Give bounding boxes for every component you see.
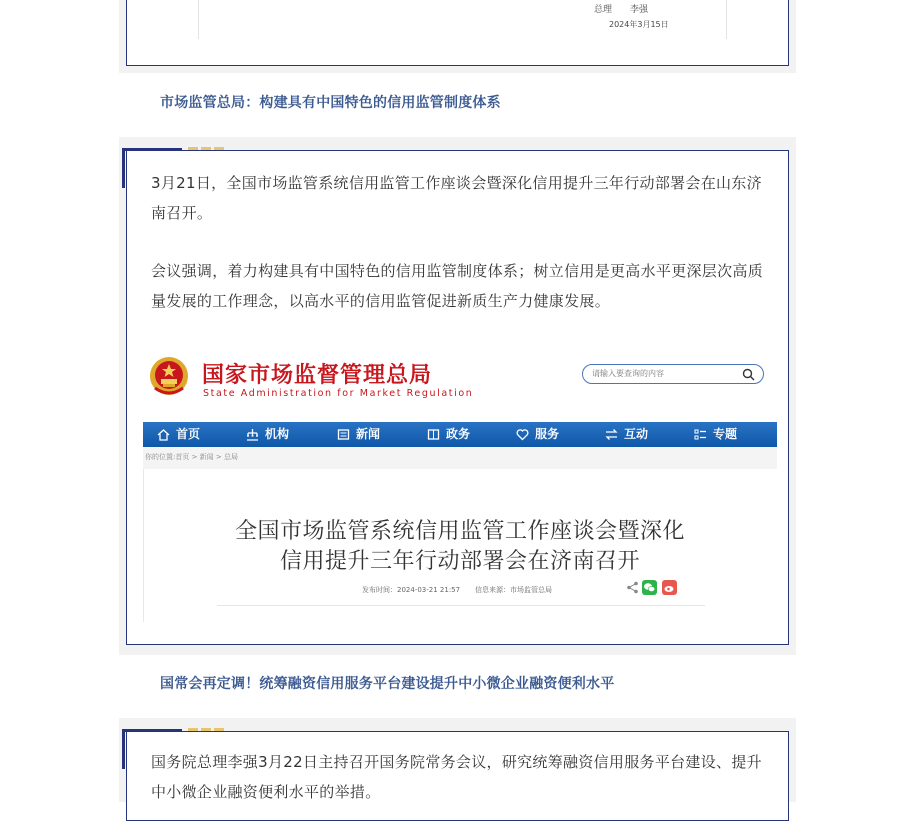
nav-item-topic[interactable]	[694, 422, 737, 447]
section-title-market-regulation[interactable]: 市场监管总局：构建具有中国特色的信用监管制度体系	[160, 95, 501, 111]
article-panel-market-regulation	[119, 137, 796, 655]
site-search-box[interactable]	[582, 364, 764, 384]
samr-website-screenshot	[143, 352, 777, 622]
article-paragraph: 会议强调，着力构建具有中国特色的信用监管制度体系；树立信用是更高水平更深层次高质量发展的工作理念，以高水平的信用监管促进新质生产力健康发展。	[151, 262, 764, 310]
card-corner-accent	[122, 148, 125, 188]
article-card	[126, 731, 789, 821]
organization-icon	[246, 428, 259, 441]
nav-item-service[interactable]	[516, 422, 559, 447]
meta-divider	[217, 605, 705, 606]
letter-signature: 总理 李强	[594, 5, 649, 15]
weibo-icon[interactable]	[662, 580, 677, 595]
nav-item-news[interactable]	[337, 422, 380, 447]
nav-item-label: 机构	[265, 427, 290, 441]
site-search-placeholder: 请输入要查询的内容	[592, 369, 664, 378]
wechat-icon[interactable]	[642, 580, 657, 595]
breadcrumb-bar	[143, 447, 777, 469]
share-icon[interactable]	[625, 580, 640, 595]
section-title-state-council[interactable]: 国常会再定调！统筹融资信用服务平台建设提升中小微企业融资便利水平	[160, 676, 615, 692]
nav-item-label: 政务	[446, 427, 471, 441]
news-icon	[337, 428, 350, 441]
article-paragraph: 国务院总理李强3月22日主持召开国务院常务会议，研究统筹融资信用服务平台建设、提升中小微企业融资便利水平的举措。	[151, 753, 762, 801]
publish-time: 发布时间：2024-03-21 21:57	[362, 586, 461, 594]
site-nav-bar	[143, 422, 777, 447]
nav-item-government[interactable]	[427, 422, 470, 447]
nav-item-label: 专题	[713, 427, 738, 441]
nav-item-label: 互动	[624, 427, 649, 441]
info-source: 信息来源：市场监管总局	[475, 586, 552, 594]
previous-article-card	[126, 0, 789, 66]
previous-article-panel	[119, 0, 796, 73]
interaction-icon	[605, 428, 618, 441]
breadcrumb[interactable]: 你的位置:首页 > 新闻 > 总局	[145, 453, 238, 461]
national-emblem-icon	[149, 354, 189, 398]
search-icon[interactable]	[742, 368, 755, 381]
article-panel-state-council	[119, 718, 796, 802]
article-paragraph: 3月21日，全国市场监管系统信用监管工作座谈会暨深化信用提升三年行动部署会在山东济南召开。	[151, 174, 762, 222]
nav-item-home[interactable]	[157, 422, 200, 447]
letter-date: 2024年3月15日	[609, 20, 669, 29]
article-title-line2: 信用提升三年行动部署会在济南召开	[279, 549, 640, 574]
topic-icon	[694, 428, 707, 441]
nav-item-label: 新闻	[356, 427, 381, 441]
site-name-en: State Administration for Market Regulation	[203, 388, 474, 399]
government-icon	[427, 428, 440, 441]
home-icon	[157, 428, 170, 441]
article-title-line1: 全国市场监管系统信用监管工作座谈会暨深化	[234, 519, 685, 544]
nav-item-interaction[interactable]	[605, 422, 648, 447]
service-icon	[516, 428, 529, 441]
nav-item-label: 首页	[176, 427, 201, 441]
letter-image	[198, 0, 727, 39]
site-name-cn: 国家市场监督管理总局	[202, 363, 433, 388]
article-card	[126, 150, 789, 645]
nav-item-organization[interactable]	[246, 422, 289, 447]
nav-item-label: 服务	[535, 427, 560, 441]
card-corner-accent	[122, 729, 125, 769]
